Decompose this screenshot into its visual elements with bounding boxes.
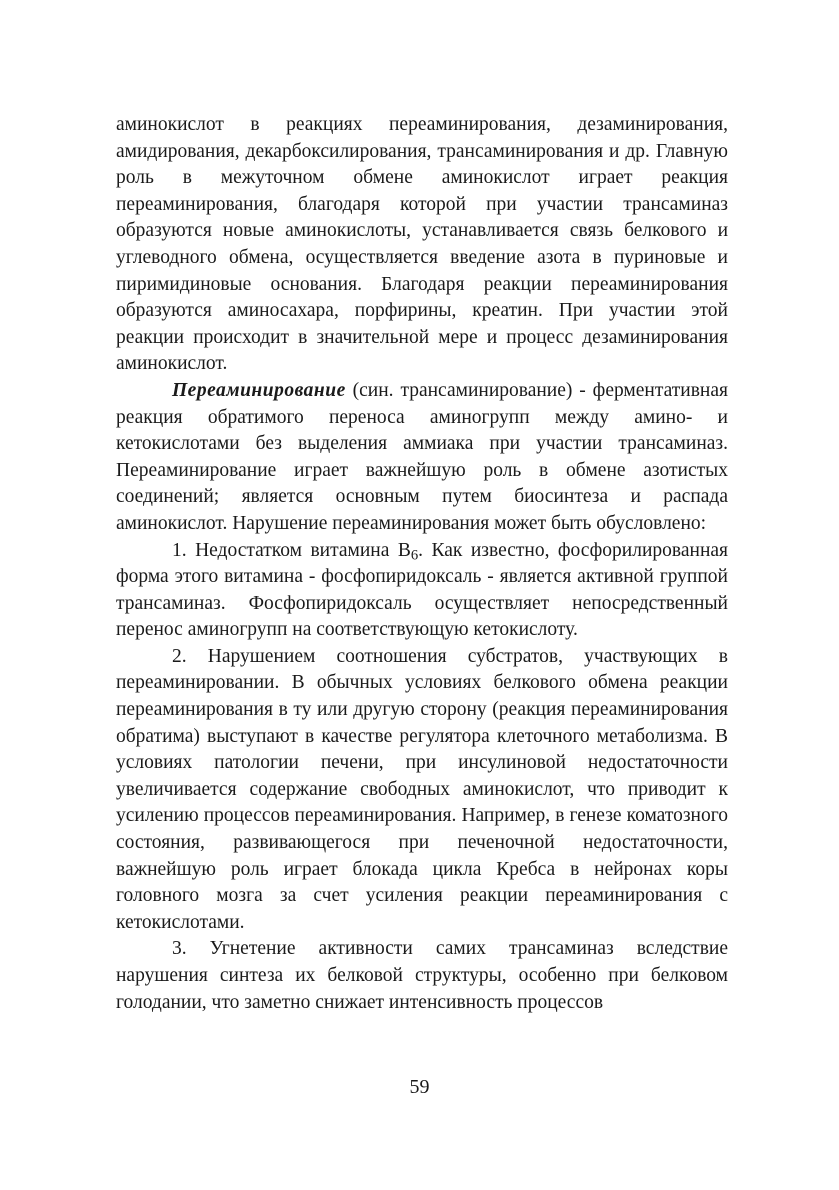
- vitamin-subscript: 6: [410, 547, 419, 564]
- paragraph-2-text: (син. трансаминирование) - ферментативная реакция обратимого переноса аминогрупп между амино- и кетокислотами без выделения аммиака при участии трансаминаз. Переаминирование играет важнейшую роль в обмене азотистых соединений; является основным путем биосинтеза и распада аминокислот. Нарушение переаминирования может быть обусловлено:: [116, 379, 728, 534]
- list-item-3: 3. Угнетение активности самих трансаминаз вследствие нарушения синтеза их белковой структуры, особенно при белковом голодании, что заметно снижает интенсивность процессов: [116, 938, 728, 1013]
- term-transamination: Переаминирование: [172, 379, 346, 401]
- list-item-1-text-b: . Как известно, фосфорилированная форма этого витамина - фосфопиридоксаль - является активной группой трансаминаз. Фосфопиридоксаль осуществляет непосредственный перенос аминогрупп на соответствующую кетокислоту.: [116, 539, 729, 641]
- list-item-1-text-a: 1. Недостатком витамина В: [172, 539, 411, 561]
- paragraph-1: аминокислот в реакциях переаминирования, дезаминирования, амидирования, декарбоксилирования, трансаминирования и др. Главную роль в межуточном обмене аминокислот играет реакция переаминирования, благодаря которой при участии трансаминаз образуются новые аминокислоты, устанавливается связь белкового и углеводного обмена, осуществляется введение азота в пуриновые и пиримидиновые основания. Благодаря реакции переаминирования образуются аминосахара, порфирины, креатин. При участии этой реакции происходит в значительной мере и процесс дезаминирования аминокислот.: [116, 114, 728, 375]
- list-item-1: [116, 538, 728, 644]
- list-item-2: 2. Нарушением соотношения субстратов, участвующих в переаминировании. В обычных условиях белкового обмена реакции переаминирования в ту или другую сторону (реакция переаминирования обратима) выступают в качестве регулятора клеточного метаболизма. В условиях патологии печени, при инсулиновой недостаточности увеличивается содержание свободных аминокислот, что приводит к усилению процессов переаминирования. Например, в генезе коматозного состояния, развивающегося при печеночной недостаточности, важнейшую роль играет блокада цикла Кребса в нейронах коры головного мозга за счет усиления реакции переаминирования с кетокислотами.: [116, 645, 728, 933]
- page-body: [116, 112, 728, 1016]
- paragraph-2: [116, 378, 728, 538]
- page-number: 59: [409, 1076, 430, 1098]
